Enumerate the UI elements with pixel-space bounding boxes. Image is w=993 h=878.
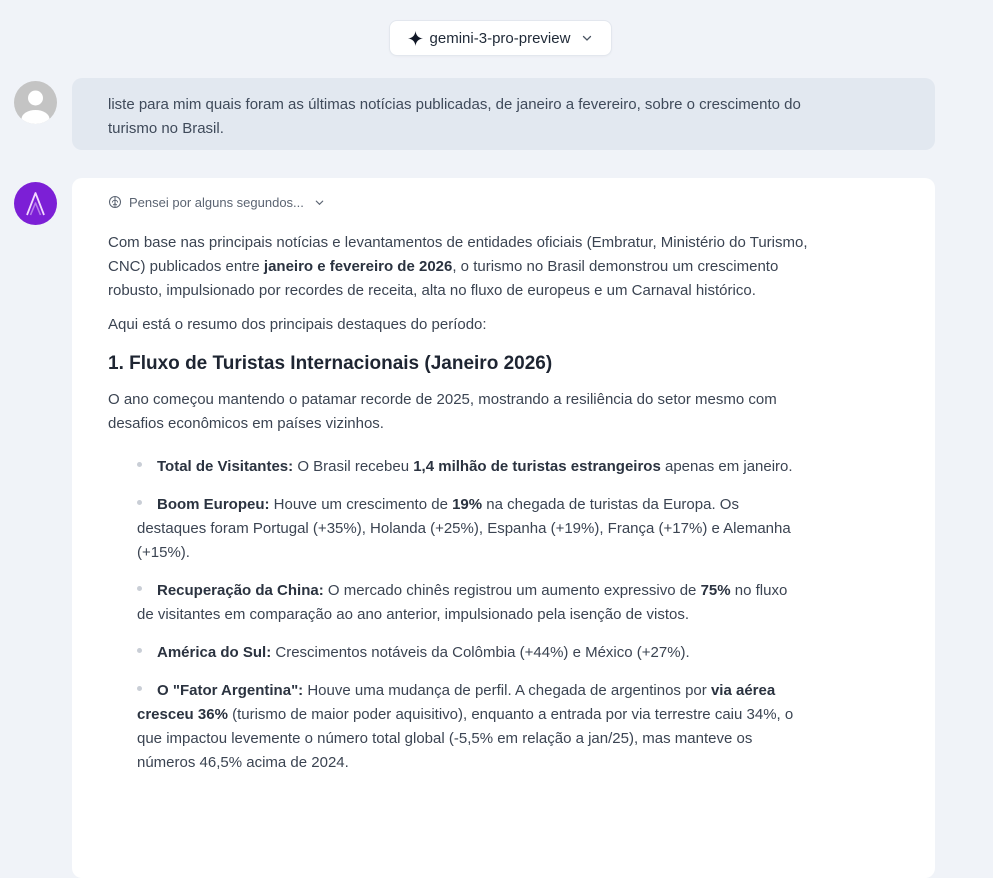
intro-text: Com base nas principais notícias e levantamentos de entidades oficiais (Embratur, Ministério do Turismo, CNC) publicados entre — [108, 233, 808, 275]
list-item — [137, 579, 808, 627]
bullet-bold: via aérea cresceu 36% — [137, 681, 776, 723]
sparkle-icon — [408, 31, 423, 46]
bullet-label: O "Fator Argentina": — [157, 681, 304, 699]
bullet-bold: 1,4 milhão de turistas estrangeiros — [413, 457, 661, 475]
intro-text-2: , o turismo no Brasil demonstrou um crescimento robusto, impulsionado por recordes de receita, alta no fluxo de europeus e um Carnaval histórico. — [108, 257, 779, 299]
bullet-label: Recuperação da China: — [157, 581, 324, 599]
bullet-text: na chegada de turistas da Europa. Os destaques foram Portugal (+35%), Holanda (+25%), Espanha (+19%), França (+17%) e Alemanha (+15%). — [137, 495, 791, 561]
list-item — [137, 641, 808, 665]
bullet-icon — [137, 500, 142, 505]
bullet-icon — [137, 586, 142, 591]
bullet-text: O Brasil recebeu — [293, 457, 414, 475]
section-lead: O ano começou mantendo o patamar recorde de 2025, mostrando a resiliência do setor mesmo com desafios econômicos em países vizinhos. — [108, 390, 777, 432]
intro-paragraph — [108, 231, 808, 303]
chevron-down-icon — [314, 197, 325, 208]
user-avatar-icon — [14, 81, 57, 124]
highlights-list — [108, 455, 808, 775]
bullet-text: apenas em janeiro. — [660, 457, 793, 475]
bullet-label: Total de Visitantes: — [157, 457, 294, 475]
bullet-bold: 75% — [700, 581, 731, 599]
bullet-text: Houve um crescimento de — [269, 495, 453, 513]
summary-lead: Aqui está o resumo dos principais destaques do período: — [108, 315, 487, 333]
list-item — [137, 493, 808, 565]
brain-icon — [108, 195, 123, 210]
section-heading: 1. Fluxo de Turistas Internacionais (Janeiro 2026) — [108, 352, 553, 374]
bullet-icon — [137, 462, 142, 467]
assistant-logo-icon — [14, 182, 57, 225]
model-name: gemini-3-pro-preview — [429, 29, 571, 47]
thinking-label: Pensei por alguns segundos... — [129, 194, 304, 210]
list-item — [137, 679, 808, 775]
user-message — [72, 78, 935, 150]
bullet-bold: 19% — [452, 495, 483, 513]
bullet-text: O mercado chinês registrou um aumento expressivo de — [323, 581, 701, 599]
bullet-label: Boom Europeu: — [157, 495, 270, 513]
bullet-text: Crescimentos notáveis da Colômbia (+44%) e México (+27%). — [271, 643, 690, 661]
bullet-text: Houve uma mudança de perfil. A chegada de argentinos por — [303, 681, 711, 699]
list-item — [137, 455, 808, 479]
user-message-text: liste para mim quais foram as últimas notícias publicadas, de janeiro a fevereiro, sobre o crescimento do turismo no Brasil. — [108, 96, 801, 137]
intro-bold: janeiro e fevereiro de 2026 — [263, 257, 453, 275]
bullet-icon — [137, 648, 142, 653]
bullet-text: (turismo de maior poder aquisitivo), enquanto a entrada por via terrestre caiu 34%, o que impactou levemente o número total global (-5,5% em relação a jan/25), mas manteve os números 46,5% acima de 2024. — [137, 705, 794, 771]
assistant-message — [72, 178, 935, 878]
model-selector[interactable] — [389, 20, 612, 56]
chevron-down-icon — [581, 32, 593, 44]
bullet-text: no fluxo de visitantes em comparação ao ano anterior, impulsionado pela isenção de vistos. — [137, 581, 788, 623]
bullet-label: América do Sul: — [157, 643, 272, 661]
thinking-toggle[interactable] — [108, 193, 325, 211]
assistant-response — [108, 231, 808, 775]
bullet-icon — [137, 686, 142, 691]
